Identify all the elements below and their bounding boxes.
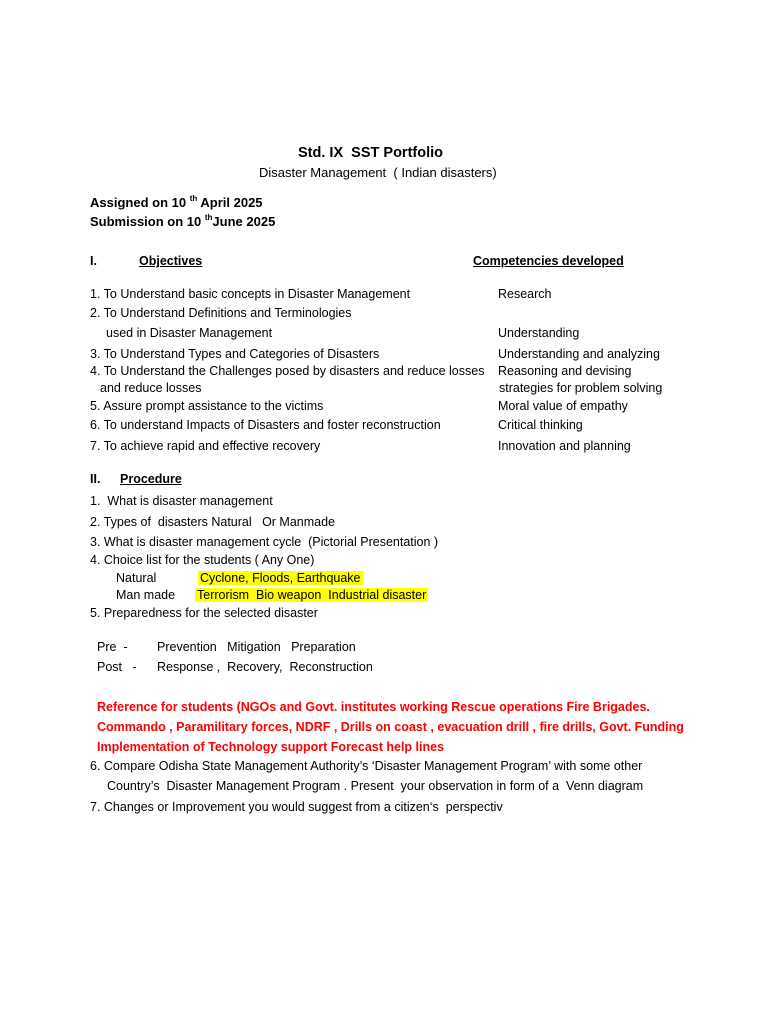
procedure-item: 7. Changes or Improvement you would suggest from a citizen‘s perspectiv bbox=[90, 800, 503, 814]
submission-date bbox=[90, 214, 275, 230]
objective-item: 4. To Understand the Challenges posed by disasters and reduce losses bbox=[90, 364, 485, 378]
competency-item: strategies for problem solving bbox=[499, 381, 663, 395]
natural-value bbox=[198, 570, 363, 586]
document-title: Std. IX SST Portfolio bbox=[298, 145, 443, 161]
competency-item: Reasoning and devising bbox=[498, 364, 632, 378]
section2-numeral: II. bbox=[90, 472, 101, 486]
reference-line: Reference for students (NGOs and Govt. institutes working Rescue operations Fire Brigades. bbox=[97, 700, 650, 714]
manmade-label: Man made bbox=[116, 588, 176, 602]
competency-item: Moral value of empathy bbox=[498, 399, 628, 413]
reference-line: Commando , Paramilitary forces, NDRF , Drills on coast , evacuation drill , fire drills, Govt. Funding bbox=[97, 720, 684, 734]
competency-item: Critical thinking bbox=[498, 418, 583, 432]
procedure-item: 6. Compare Odisha State Management Authority’s ‘Disaster Management Program’ with some other bbox=[90, 759, 643, 773]
objective-item: 5. Assure prompt assistance to the victims bbox=[90, 399, 324, 413]
objective-item: 3. To Understand Types and Categories of Disasters bbox=[90, 347, 380, 361]
competencies-heading: Competencies developed bbox=[473, 254, 624, 268]
procedure-item: 2. Types of disasters Natural Or Manmade bbox=[90, 515, 336, 529]
competency-item: Understanding bbox=[498, 326, 580, 340]
objective-item: used in Disaster Management bbox=[106, 326, 273, 340]
natural-highlight: Cyclone, Floods, Earthquake bbox=[200, 571, 361, 585]
objective-item: 1. To Understand basic concepts in Disaster Management bbox=[90, 287, 411, 301]
pre-value: Prevention Mitigation Preparation bbox=[157, 640, 356, 654]
procedure-item: 4. Choice list for the students ( Any One) bbox=[90, 553, 315, 567]
competency-item: Research bbox=[498, 287, 552, 301]
competency-item: Understanding and analyzing bbox=[498, 347, 660, 361]
section1-numeral: I. bbox=[90, 254, 97, 268]
procedure-item: 5. Preparedness for the selected disaster bbox=[90, 606, 318, 620]
post-value: Response , Recovery, Reconstruction bbox=[157, 660, 373, 674]
submission-sup: th bbox=[204, 213, 213, 222]
procedure-heading: Procedure bbox=[120, 472, 182, 486]
natural-label: Natural bbox=[116, 571, 157, 585]
objective-item: 2. To Understand Definitions and Terminologies bbox=[90, 306, 352, 320]
objectives-heading: Objectives bbox=[139, 254, 203, 268]
assigned-prefix: Assigned on 10 bbox=[90, 195, 190, 210]
objective-item: 6. To understand Impacts of Disasters and foster reconstruction bbox=[90, 418, 441, 432]
submission-prefix: Submission on 10 bbox=[90, 214, 205, 229]
post-label: Post - bbox=[97, 660, 137, 674]
assigned-date bbox=[90, 195, 263, 211]
pre-label: Pre - bbox=[97, 640, 128, 654]
assigned-suffix: April 2025 bbox=[197, 195, 263, 210]
procedure-item: 1. What is disaster management bbox=[90, 494, 273, 508]
manmade-highlight: Terrorism Bio weapon Industrial disaster bbox=[197, 588, 427, 602]
procedure-item: Country’s Disaster Management Program . Present your observation in form of a Venn diagram bbox=[107, 779, 644, 793]
document-subtitle: Disaster Management ( Indian disasters) bbox=[259, 165, 497, 180]
reference-line: Implementation of Technology support Forecast help lines bbox=[97, 740, 445, 754]
submission-suffix: June 2025 bbox=[212, 214, 276, 229]
manmade-value bbox=[195, 587, 428, 603]
objective-item: and reduce losses bbox=[100, 381, 202, 395]
objective-item: 7. To achieve rapid and effective recovery bbox=[90, 439, 321, 453]
procedure-item: 3. What is disaster management cycle (Pictorial Presentation ) bbox=[90, 535, 439, 549]
competency-item: Innovation and planning bbox=[498, 439, 631, 453]
assigned-sup: th bbox=[189, 194, 198, 203]
